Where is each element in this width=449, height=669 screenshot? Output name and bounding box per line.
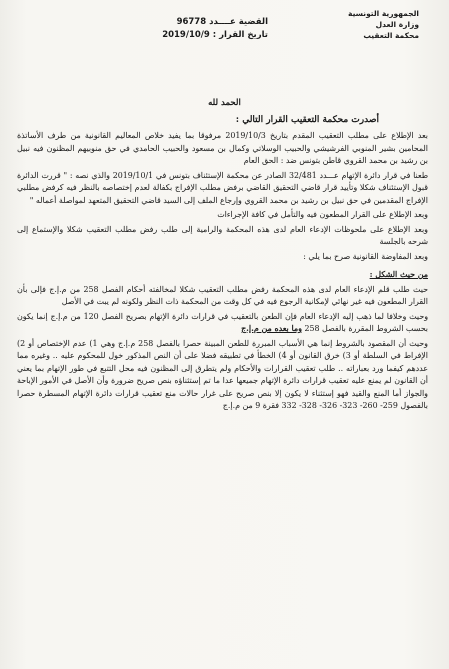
paragraph-deliberation: وبعد المفاوضة القانونية صرح بما يلي : — [303, 251, 428, 261]
paragraph-contrary-view — [17, 311, 428, 336]
issuing-authority-header — [309, 8, 419, 41]
paragraph-prosecution-request: حيث طلب قلم الإدعاء العام لدى هذه المحكمة رفض مطلب التعقيب شكلا لمخالفته أحكام الفصل 258 من م.إ.ج فإلى بأن القرار المطعون فيه غير نهائي لإمكانية الرجوع فيه في كل وقت من المحكمة ذات النظر ولكونه لم يبت في الأصل — [17, 284, 428, 306]
paragraph-review-decision: وبعد الإطلاع على القرار المطعون فيه والتأمل في كافة الإجراءات — [217, 210, 428, 219]
paragraph-contrary-view-text: وحيث وخلافا لما ذهب إليه الإدعاء العام فإن الطعن بالتعقيب في قرارات دائرة الإتهام بصريح الفصل 120 من م.إ.ج إنما يكون بحسب الشروط المقررة بالفصل 258 — [17, 311, 429, 333]
case-number-line — [118, 16, 268, 29]
decision-date: تاريخ القرار : 2019/10/9 — [162, 30, 268, 40]
case-info-header — [118, 16, 268, 42]
intro-line: أصدرت محكمة التعقيب القرار التالي : — [235, 115, 379, 125]
paragraph-grounds: وحيث أن المقصود بالشروط إنما هي الأسباب المبررة للطعن المبينة حصرا بالفصل 258 م.إ.ج وهي 1) عدم الإختصاص أو 2) الإفراط في السلطة أو 3) خرق القانون أو 4) الخطأ في تطبيقه فضلا على أن النص المذكور خول للمحكوم عليه .. وغيره مما عددهم كيفما ورد بعباراته .. طلب تعقيب القرارات والأحكام ولم يتطرق إلى المظنون فيه محل التتبع في طور الإتهام بما يعني أن القانون لم يمنع عليه تعقيب قرارات دائرة الإتهام جميعها عدا ما تم إستثناؤه بنص صريح ضرورة وأن الأصل في الأمور الإباحة والجواز أما المنع والقيد فهو إستثناء لا يكون إلا بنص صريح على غرار حالات منع تعقيب قرارات دائرة الإتهام المسطرة حصرا بالفصول 259- 260- 323- 326- 328- 332 فقرة 9 من م.إ.ج — [17, 338, 428, 410]
opening-phrase: الحمد لله — [208, 98, 241, 108]
header-court: محكمة التعقيب — [363, 31, 419, 40]
header-ministry: وزارة العدل — [375, 20, 419, 29]
section-heading-form: من حيث الشكل : — [369, 270, 428, 279]
header-republic: الجمهورية التونسية — [348, 9, 419, 18]
paragraph-appeal-filing: بعد الإطلاع على مطلب التعقيب المقدم بتاريخ 2019/10/3 مرفوقا بما يفيد خلاص المعاليم القانونية من طرف الأساتذة المحامين بشير المنوبي الفرشيشي والحبيب الوسلاتي وكمال بن مسعود والحبيب الحامدي في حق منوبيهم المظنون فيه نبيل بن رشيد بن محمد القروي قاطن بتونس ضد : الحق العام — [17, 131, 428, 165]
paragraph-prosecution-remarks: وبعد الإطلاع على ملحوظات الإدعاء العام لدى هذه المحكمة والرامية إلى طلب رفض مطلب التعقيب شكلا والإستماع إلى شرحه بالجلسة — [17, 224, 428, 246]
decision-body — [17, 130, 428, 413]
paragraph-contrary-view-underlined: وما بعده من م.إ.ج — [241, 324, 302, 333]
case-label: القضية عــــدد — [209, 17, 268, 27]
paragraph-contested-decision: طعنا في قرار دائرة الإتهام عـــدد 32/481 الصادر عن محكمة الإستئناف بتونس في 2019/10/1 والذي نصه : " قررت الدائرة قبول الإستئناف شكلا وتأييد قرار قاضي التحقيق القاضي برفض مطلب الإفراج بكفالة لعدم إختصاصه بالنظر فيه كرفض مطلبي الإفراج المقدمين في حق نبيل بن رشيد بن محمد القروي وإرجاع الملف إلى السيد قاضي التحقيق المتعهد لمواصلة أعماله " — [17, 170, 429, 205]
case-number: 96778 — [176, 17, 207, 27]
